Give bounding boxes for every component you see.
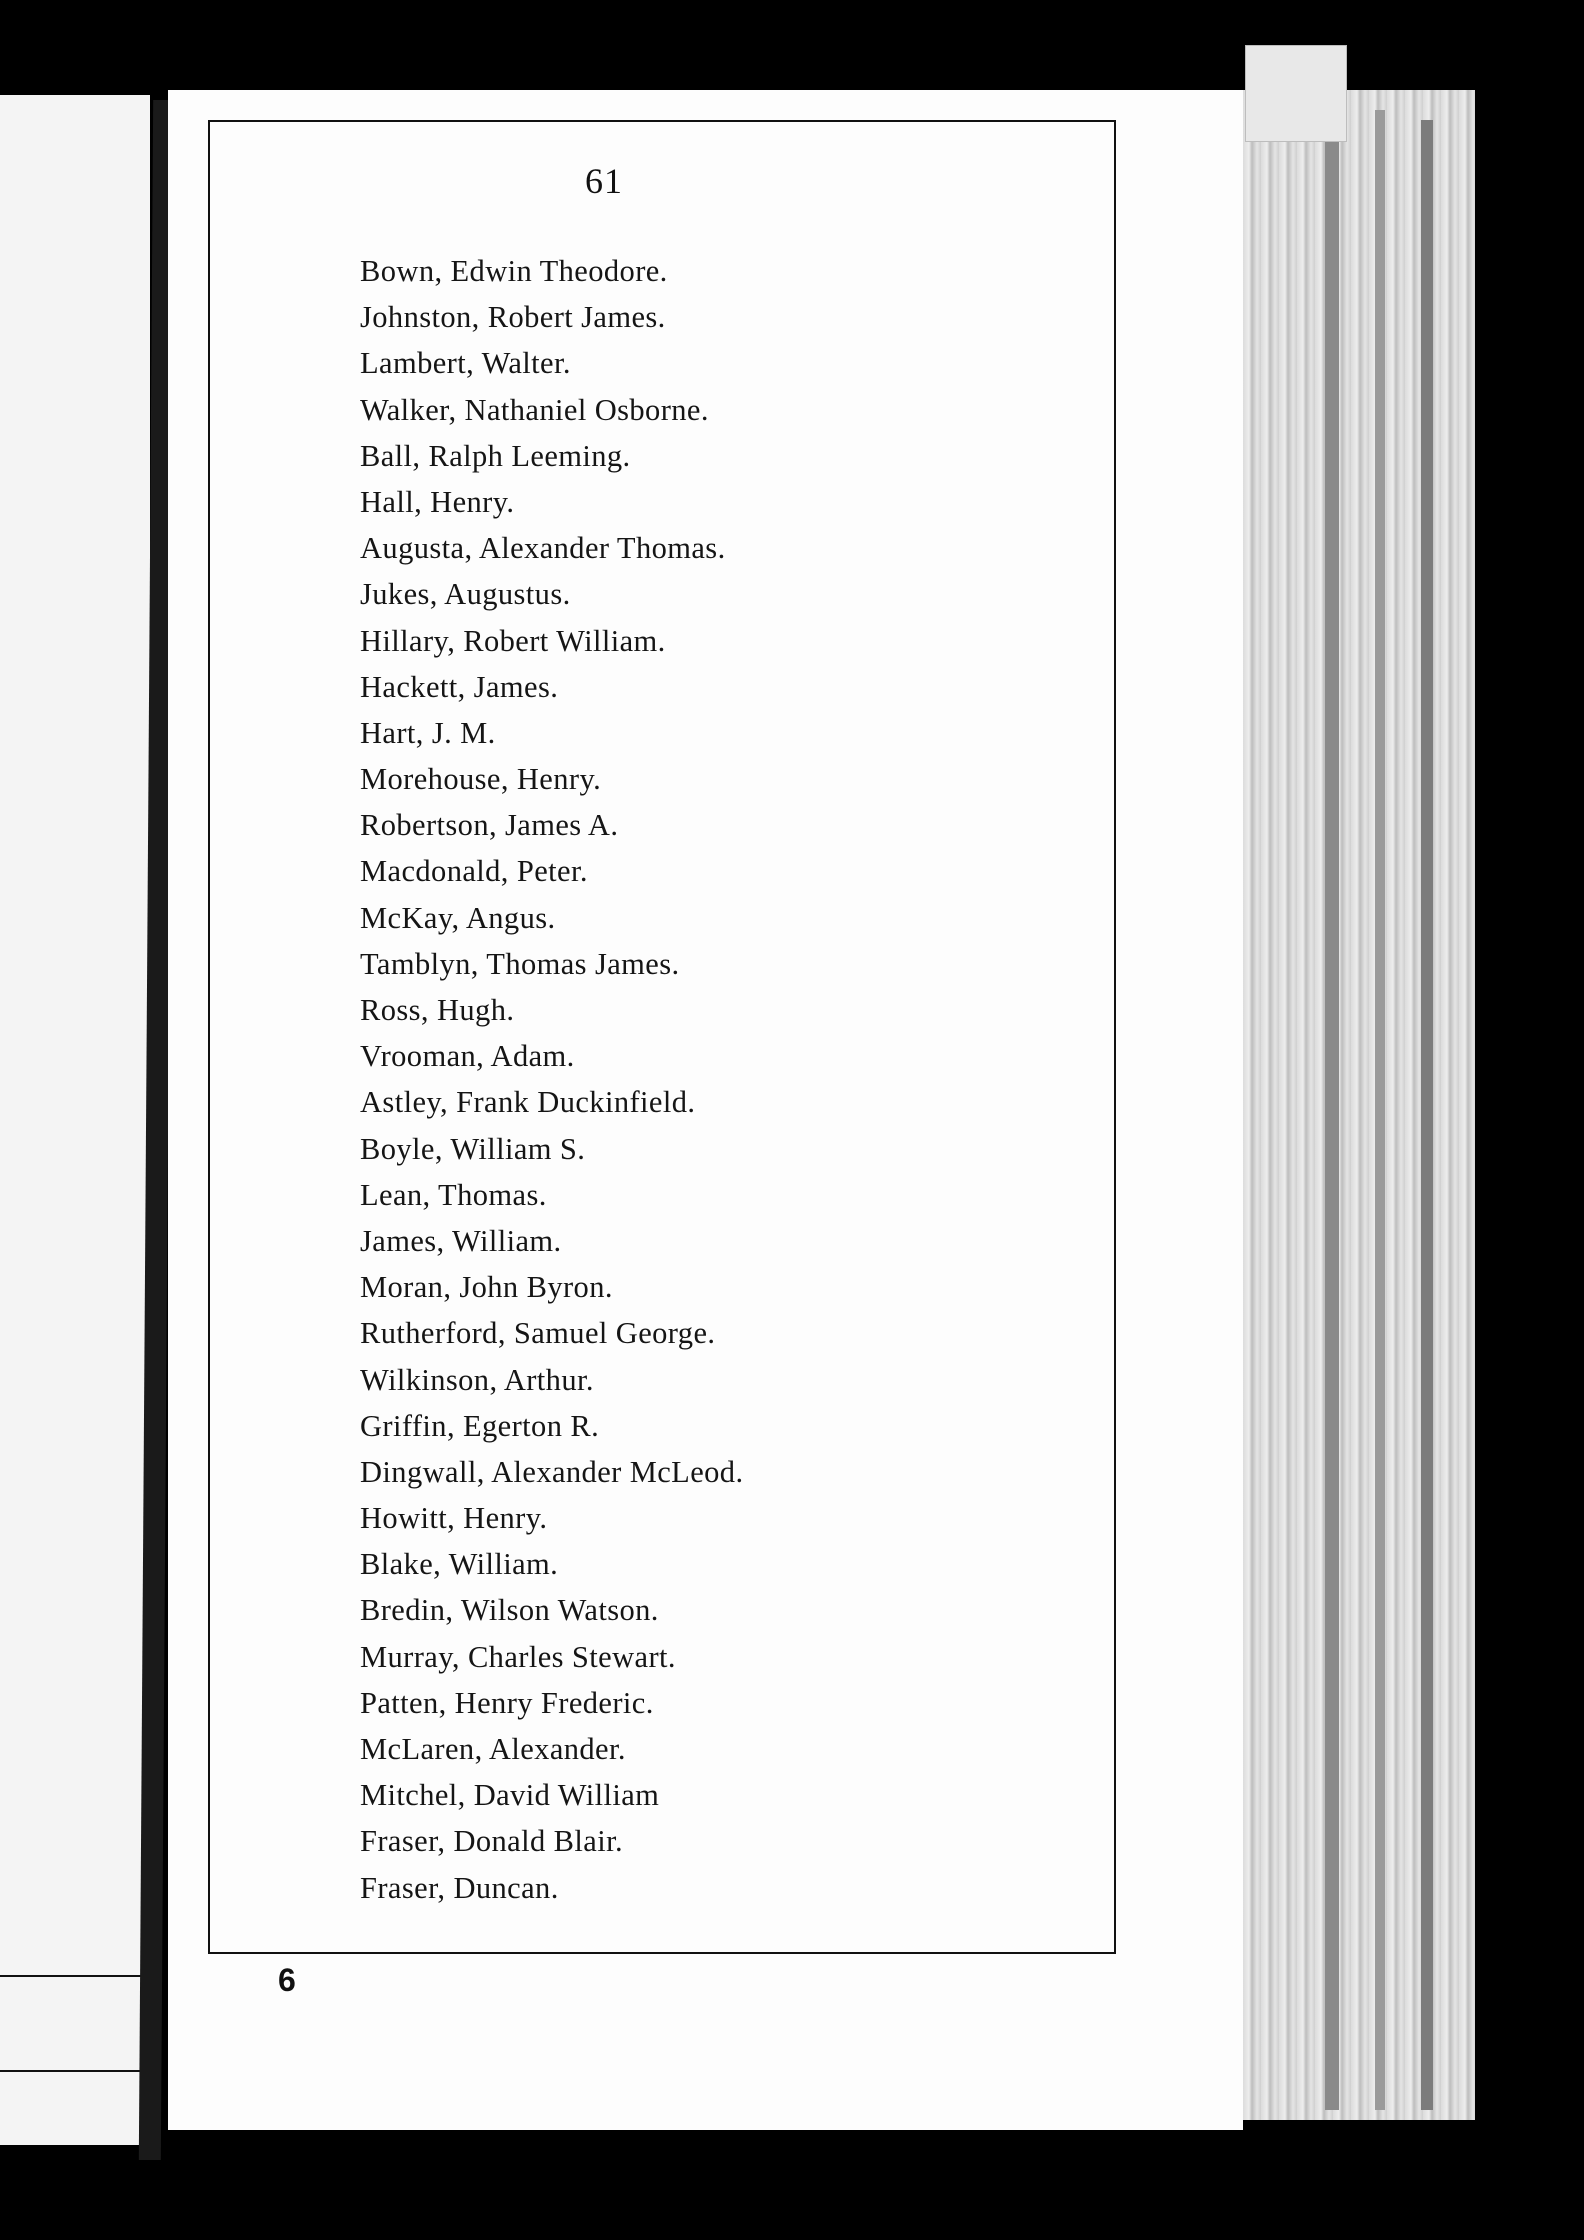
page-edge-shadow bbox=[1421, 120, 1433, 2110]
list-item: Patten, Henry Frederic. bbox=[360, 1685, 654, 1720]
list-item: Blake, William. bbox=[360, 1547, 559, 1582]
list-item: Boyle, William S. bbox=[360, 1131, 586, 1166]
list-item: McLaren, Alexander. bbox=[360, 1732, 626, 1766]
list-item: Macdonald, Peter. bbox=[360, 854, 588, 889]
list-item: Walker, Nathaniel Osborne. bbox=[360, 392, 709, 427]
list-item: Bown, Edwin Theodore. bbox=[360, 254, 668, 288]
list-item: James, William. bbox=[360, 1223, 562, 1258]
list-item: Griffin, Egerton R. bbox=[360, 1408, 600, 1443]
list-item: McKay, Angus. bbox=[360, 900, 556, 935]
list-item: Dingwall, Alexander McLeod. bbox=[360, 1454, 744, 1489]
list-item: Rutherford, Samuel George. bbox=[360, 1316, 716, 1351]
list-item: Lean, Thomas. bbox=[360, 1177, 547, 1212]
list-item: Hackett, James. bbox=[360, 669, 559, 704]
left-page-edge bbox=[0, 95, 150, 2145]
list-item: Bredin, Wilson Watson. bbox=[360, 1593, 659, 1628]
page-number: 61 bbox=[585, 161, 623, 201]
list-item: Mitchel, David William bbox=[360, 1778, 660, 1813]
list-item: Fraser, Duncan. bbox=[360, 1870, 559, 1905]
page-edge-shadow bbox=[1325, 130, 1339, 2110]
list-item: Hall, Henry. bbox=[360, 484, 515, 519]
list-item: Fraser, Donald Blair. bbox=[360, 1824, 623, 1859]
left-page-rule bbox=[0, 1975, 150, 1977]
list-item: Vrooman, Adam. bbox=[360, 1039, 575, 1074]
left-page-rule bbox=[0, 2070, 150, 2072]
list-item: Tamblyn, Thomas James. bbox=[360, 946, 680, 981]
list-item: Robertson, James A. bbox=[360, 808, 619, 843]
signature-mark: 6 bbox=[278, 1962, 296, 1998]
list-item: Howitt, Henry. bbox=[360, 1501, 548, 1536]
list-item: Ross, Hugh. bbox=[360, 993, 515, 1027]
page-tab bbox=[1245, 45, 1347, 142]
list-item: Hart, J. M. bbox=[360, 715, 496, 750]
list-item: Morehouse, Henry. bbox=[360, 762, 602, 797]
name-list bbox=[360, 248, 743, 1911]
page-stack-edges bbox=[1225, 90, 1475, 2120]
list-item: Augusta, Alexander Thomas. bbox=[360, 531, 726, 566]
list-item: Lambert, Walter. bbox=[360, 346, 571, 381]
list-item: Hillary, Robert William. bbox=[360, 623, 666, 658]
page-edge-shadow bbox=[1375, 110, 1385, 2110]
list-item: Astley, Frank Duckinfield. bbox=[360, 1085, 696, 1120]
list-item: Murray, Charles Stewart. bbox=[360, 1639, 676, 1674]
list-item: Ball, Ralph Leeming. bbox=[360, 438, 631, 473]
list-item: Wilkinson, Arthur. bbox=[360, 1362, 594, 1397]
list-item: Moran, John Byron. bbox=[360, 1270, 613, 1305]
list-item: Johnston, Robert James. bbox=[360, 300, 666, 335]
list-item: Jukes, Augustus. bbox=[360, 577, 571, 612]
